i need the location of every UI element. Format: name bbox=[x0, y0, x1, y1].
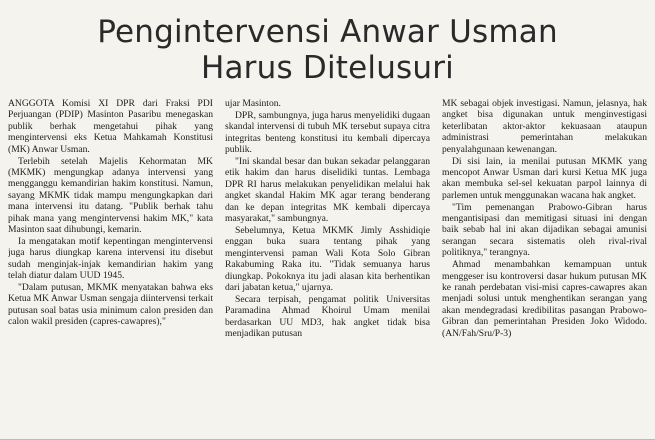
paragraph: Di sisi lain, ia menilai putusan MKMK yang mencopot Anwar Usman dari kursi Ketua MK juga akan membuka sel-sel kekuatan parpol lainnya di parlemen untuk menggunakan wacana hak angket. bbox=[442, 155, 647, 201]
column-3 bbox=[442, 98, 647, 440]
column-2 bbox=[225, 98, 430, 440]
paragraph: "Dalam putusan, MKMK menyatakan bahwa eks Ketua MK Anwar Usman sengaja diintervensi terkait putusan soal batas usia minimum calon presiden dan calon wakil presiden (capres-cawapres)," bbox=[8, 282, 213, 328]
paragraph: DPR, sambungnya, juga harus menyelidiki dugaan skandal intervensi di tubuh MK tersebut supaya citra integritas benteng konstitusi itu kembali dipercaya publik. bbox=[225, 109, 430, 156]
paragraph: ujar Masinton. bbox=[225, 98, 281, 109]
article-body bbox=[8, 98, 647, 440]
paragraph: Terlebih setelah Majelis Kehormatan MK (MKMK) mengungkap adanya intervensi yang mengganggu kemandirian hakim konstitusi. Namun, sayang MKMK tidak mampu mengungkapkan dari mana intervensi itu datang. "Publik berhak tahu pihak mana yang mengintervensi hakim MK," kata Masinton saat dihubungi, kemarin. bbox=[8, 155, 213, 235]
paragraph: "Tim pemenangan Prabowo-Gibran harus mengantisipasi dan memitigasi situasi ini dengan baik sebab hal ini akan dijadikan sebagai amunisi serangan secara sistematis oleh rival-rival politiknya," terangnya. bbox=[442, 201, 647, 259]
headline-line-2: Harus Ditelusuri bbox=[200, 50, 455, 86]
paragraph: Sebelumnya, Ketua MKMK Jimly Asshidiqie enggan buka suara tentang pihak yang mengintervensi paman Wali Kota Solo Gibran Rakabuming Raka itu. "Tidak semuanya harus diungkap. Pokoknya itu jadi alasan kita berhentikan dari jabatan ketua," ujarnya. bbox=[225, 224, 430, 293]
headline bbox=[8, 0, 647, 86]
paragraph: MK sebagai objek investigasi. Namun, jelasnya, hak angket bisa digunakan untuk menginvestigasi keterlibatan aktor-aktor kekuasaan ataupun administrasi pemerintahan melakukan penyalahgunaan kewenangan. bbox=[442, 98, 647, 155]
paragraph: Ahmad menambahkan kemampuan untuk menggeser isu kontroversi dasar hukum putusan MK ke ranah perdebatan visi-misi capres-cawapres akan menjadi solusi untuk menghentikan serangan yang akan mendegradasi kredibilitas pasangan Prabowo-Gibran dan pemerintahan Presiden Joko Widodo. (AN/Fah/Sru/P-3) bbox=[442, 259, 647, 339]
column-1 bbox=[8, 98, 213, 440]
paragraph: Secara terpisah, pengamat politik Universitas Paramadina Ahmad Khoirul Umam menilai berdasarkan UU MD3, hak angket tidak bisa menjadikan putusan bbox=[225, 293, 430, 340]
headline-line-1: Pengintervensi Anwar Usman bbox=[97, 14, 558, 50]
paragraph: "Ini skandal besar dan bukan sekadar pelanggaran etik hakim dan harus diselidiki tuntas. Lembaga DPR RI harus melakukan penyelidikan melalui hak angket skandal Hakim MK agar terang benderang dan ke depan integritas MK kembali dipercaya masyarakat," sambungnya. bbox=[225, 156, 430, 225]
paragraph: Ia mengatakan motif kepentingan mengintervensi juga harus diungkap karena intervensi itu disebut sudah menginjak-injak kemandirian hakim yang telah diatur dalam UUD 1945. bbox=[8, 235, 213, 282]
paragraph: ANGGOTA Komisi XI DPR dari Fraksi PDI Perjuangan (PDIP) Masinton Pasaribu menegaskan publik berhak mengetahui pihak yang mengintervensi eks Ketua Mahkamah Konstitusi (MK) Anwar Usman. bbox=[8, 98, 213, 155]
